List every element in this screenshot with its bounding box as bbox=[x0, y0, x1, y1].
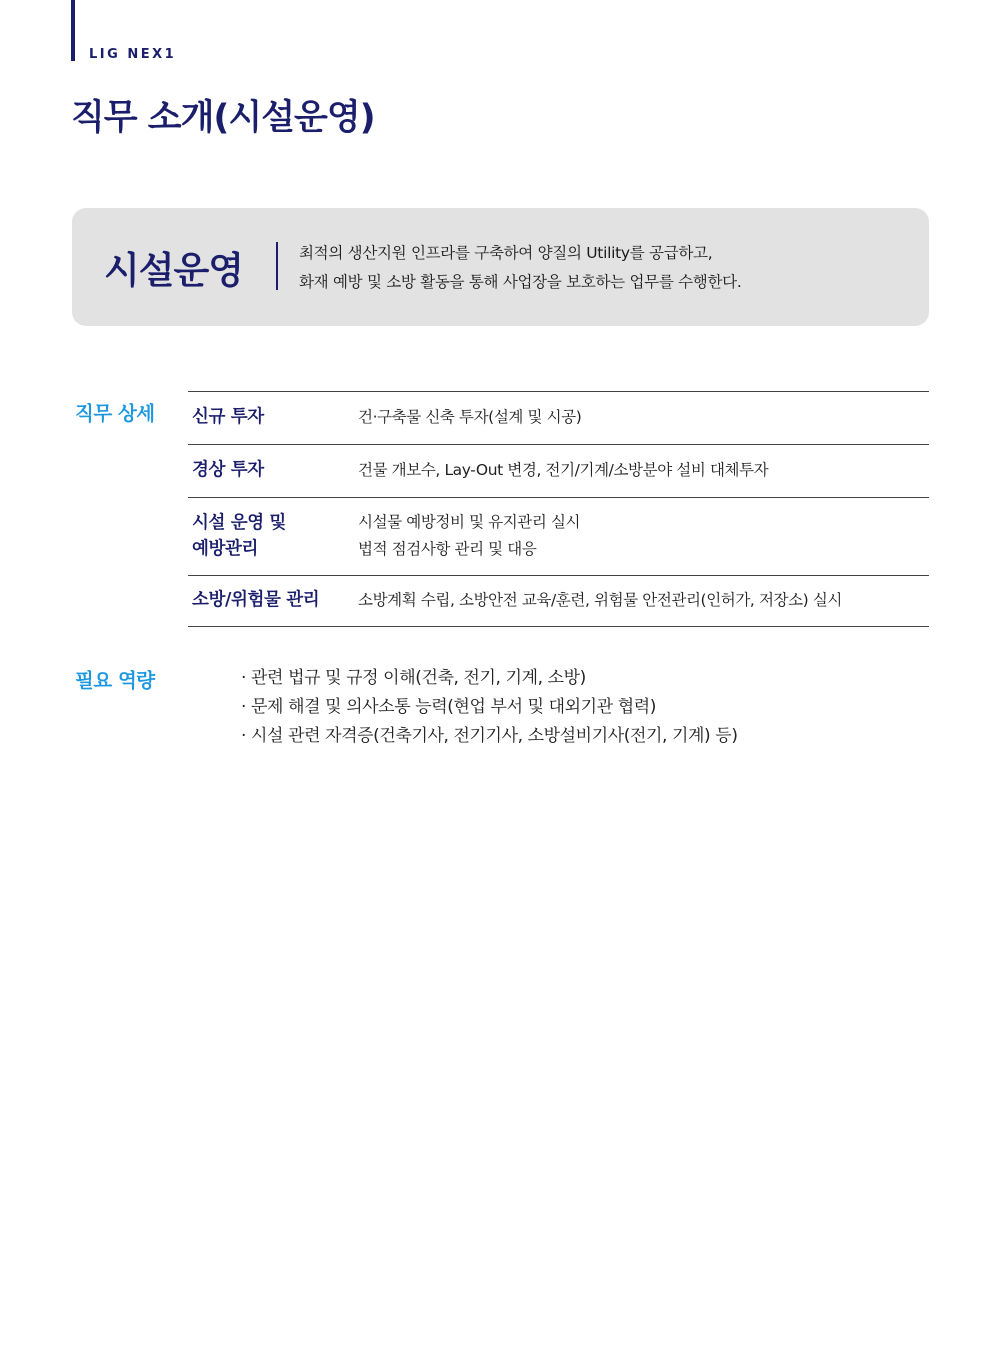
competency-section-label: 필요 역량 bbox=[75, 669, 155, 692]
summary-divider bbox=[276, 242, 278, 290]
row-desc: 건·구축물 신축 투자(설계 및 시공) bbox=[358, 408, 582, 426]
row-desc: 건물 개보수, Lay-Out 변경, 전기/기계/소방분야 설비 대체투자 bbox=[358, 461, 769, 479]
page-title: 직무 소개(시설운영) bbox=[71, 98, 375, 138]
summary-description bbox=[299, 239, 741, 297]
row-name: 소방/위험물 관리 bbox=[192, 590, 320, 610]
brand-name: LIG NEX1 bbox=[89, 47, 177, 62]
table-row bbox=[188, 445, 929, 498]
row-desc: 법적 점검사항 관리 및 대응 bbox=[358, 540, 537, 558]
details-table bbox=[188, 391, 929, 627]
summary-title: 시설운영 bbox=[104, 249, 243, 292]
table-row bbox=[188, 576, 929, 627]
summary-line: 최적의 생산지원 인프라를 구축하여 양질의 Utility를 공급하고, bbox=[299, 244, 713, 262]
details-section-label: 직무 상세 bbox=[75, 402, 155, 425]
row-desc: 시설물 예방정비 및 유지관리 실시 bbox=[358, 513, 581, 531]
brand-accent-bar bbox=[71, 0, 75, 61]
table-row bbox=[188, 498, 929, 576]
competency-list bbox=[241, 664, 738, 751]
row-desc: 소방계획 수립, 소방안전 교육/훈련, 위험물 안전관리(인허가, 저장소) 실시 bbox=[358, 591, 843, 609]
table-row bbox=[188, 392, 929, 445]
row-name: 예방관리 bbox=[192, 539, 259, 559]
row-name: 신규 투자 bbox=[192, 407, 264, 427]
list-item: · 문제 해결 및 의사소통 능력(현업 부서 및 대외기관 협력) bbox=[241, 693, 738, 722]
list-item: · 시설 관련 자격증(건축기사, 전기기사, 소방설비기사(전기, 기계) 등) bbox=[241, 722, 738, 751]
summary-line: 화재 예방 및 소방 활동을 통해 사업장을 보호하는 업무를 수행한다. bbox=[299, 273, 742, 291]
list-item: · 관련 법규 및 규정 이해(건축, 전기, 기계, 소방) bbox=[241, 664, 738, 693]
row-name: 시설 운영 및 bbox=[192, 513, 286, 533]
row-name: 경상 투자 bbox=[192, 460, 264, 480]
